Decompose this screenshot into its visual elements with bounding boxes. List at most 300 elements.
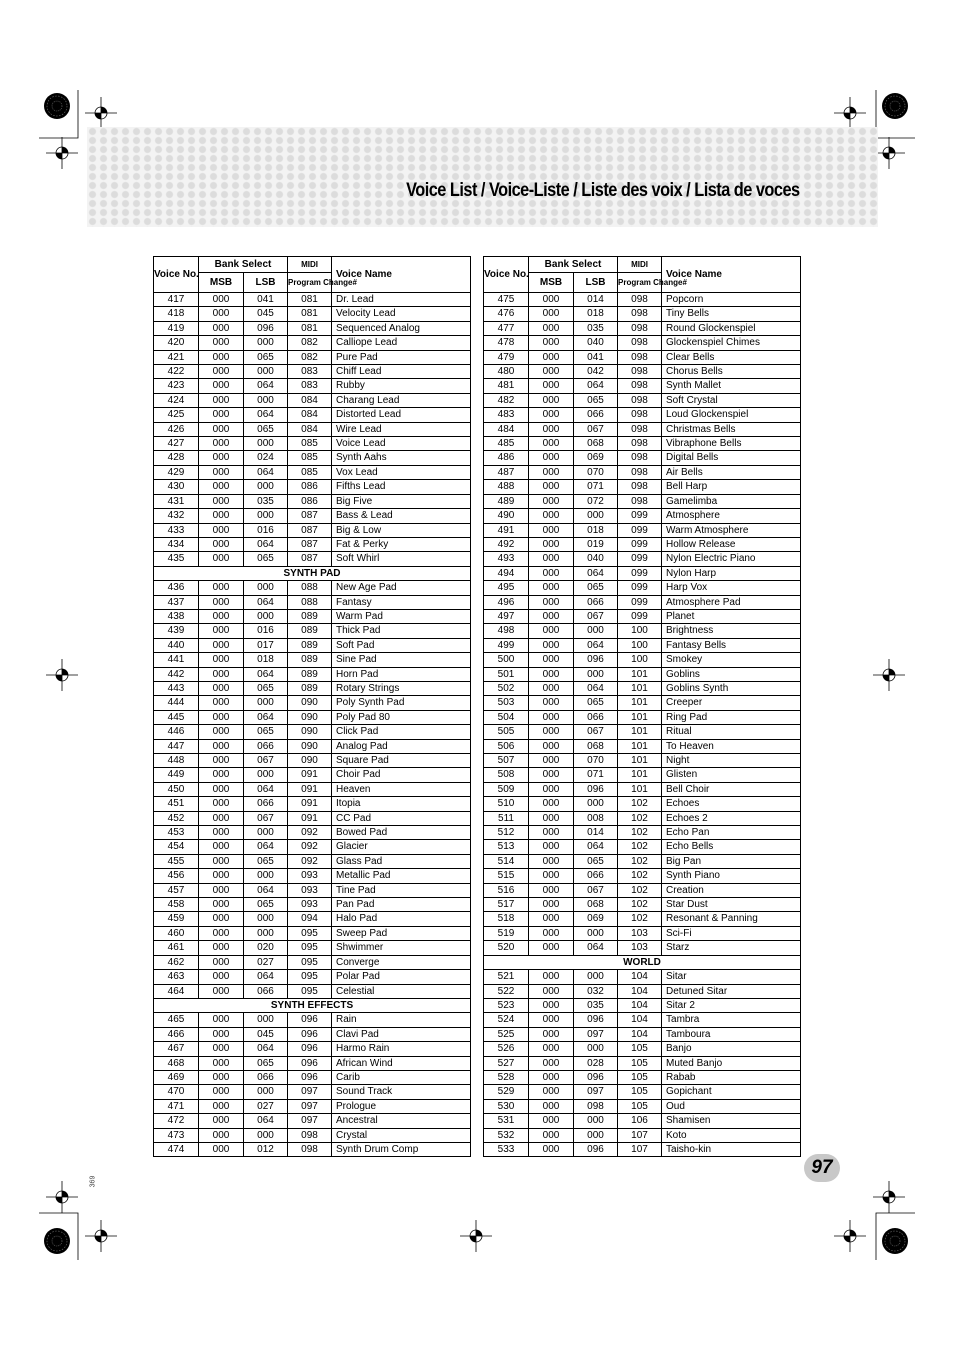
program-change-cell: 097	[288, 1099, 332, 1113]
msb-cell: 000	[199, 883, 244, 897]
voice-name-cell: Sitar	[662, 970, 801, 984]
voice-no-cell: 425	[154, 408, 199, 422]
lsb-cell: 067	[574, 883, 618, 897]
program-change-cell: 100	[618, 638, 662, 652]
table-row	[484, 509, 801, 523]
voice-name-cell: Nylon Electric Piano	[662, 552, 801, 566]
lsb-cell: 000	[244, 926, 288, 940]
lsb-cell: 097	[574, 1085, 618, 1099]
program-change-cell: 089	[288, 638, 332, 652]
lsb-cell: 000	[244, 869, 288, 883]
msb-cell: 000	[199, 509, 244, 523]
program-change-cell: 090	[288, 739, 332, 753]
voice-name-cell: Sci-Fi	[662, 926, 801, 940]
lsb-cell: 096	[574, 1070, 618, 1084]
voice-no-cell: 488	[484, 480, 529, 494]
program-change-cell: 101	[618, 754, 662, 768]
lsb-cell: 066	[574, 595, 618, 609]
voice-no-cell: 450	[154, 782, 199, 796]
voice-no-cell: 517	[484, 898, 529, 912]
program-change-cell: 099	[618, 566, 662, 580]
msb-cell: 000	[529, 782, 574, 796]
table-row	[484, 480, 801, 494]
voice-no-cell: 509	[484, 782, 529, 796]
lsb-cell: 072	[574, 494, 618, 508]
voice-no-cell: 485	[484, 437, 529, 451]
voice-name-cell: Soft Pad	[332, 638, 471, 652]
msb-cell: 000	[199, 696, 244, 710]
program-change-cell: 098	[618, 451, 662, 465]
voice-name-cell: Sound Track	[332, 1085, 471, 1099]
table-row	[484, 293, 801, 307]
lsb-cell: 064	[244, 840, 288, 854]
voice-list-table-right	[483, 256, 801, 1157]
table-row	[484, 609, 801, 623]
table-row	[484, 1128, 801, 1142]
table-row	[154, 797, 471, 811]
msb-cell: 000	[199, 1142, 244, 1156]
msb-cell: 000	[529, 509, 574, 523]
table-row	[154, 365, 471, 379]
voice-name-cell: Vibraphone Bells	[662, 437, 801, 451]
voice-name-cell: Tiny Bells	[662, 307, 801, 321]
msb-cell: 000	[199, 379, 244, 393]
table-row	[154, 984, 471, 998]
voice-name-cell: Square Pad	[332, 754, 471, 768]
voice-name-cell: Big Pan	[662, 854, 801, 868]
msb-cell: 000	[199, 350, 244, 364]
category-row	[484, 955, 801, 969]
msb-cell: 000	[199, 624, 244, 638]
voice-no-cell: 434	[154, 537, 199, 551]
voice-no-cell: 475	[484, 293, 529, 307]
lsb-cell: 000	[244, 912, 288, 926]
header-voice-name: Voice Name	[332, 257, 471, 293]
lsb-cell: 066	[244, 739, 288, 753]
msb-cell: 000	[529, 1042, 574, 1056]
msb-cell: 000	[529, 624, 574, 638]
program-change-cell: 091	[288, 811, 332, 825]
voice-no-cell: 433	[154, 523, 199, 537]
msb-cell: 000	[199, 307, 244, 321]
program-change-cell: 093	[288, 869, 332, 883]
voice-name-cell: Sequenced Analog	[332, 321, 471, 335]
lsb-cell: 065	[574, 696, 618, 710]
voice-no-cell: 487	[484, 465, 529, 479]
voice-name-cell: Heaven	[332, 782, 471, 796]
msb-cell: 000	[199, 480, 244, 494]
lsb-cell: 064	[574, 681, 618, 695]
table-row	[484, 667, 801, 681]
voice-list-table-left	[153, 256, 471, 1157]
msb-cell: 000	[529, 321, 574, 335]
msb-cell: 000	[199, 782, 244, 796]
program-change-cell: 098	[618, 422, 662, 436]
program-change-cell: 083	[288, 379, 332, 393]
msb-cell: 000	[529, 797, 574, 811]
voice-no-cell: 469	[154, 1070, 199, 1084]
lsb-cell: 065	[244, 350, 288, 364]
program-change-cell: 092	[288, 840, 332, 854]
voice-no-cell: 483	[484, 408, 529, 422]
voice-no-cell: 530	[484, 1099, 529, 1113]
msb-cell: 000	[199, 797, 244, 811]
voice-no-cell: 532	[484, 1128, 529, 1142]
voice-name-cell: Thick Pad	[332, 624, 471, 638]
table-row	[484, 797, 801, 811]
voice-name-cell: Clear Bells	[662, 350, 801, 364]
lsb-cell: 064	[244, 883, 288, 897]
voice-no-cell: 417	[154, 293, 199, 307]
program-change-cell: 101	[618, 696, 662, 710]
voice-no-cell: 444	[154, 696, 199, 710]
msb-cell: 000	[529, 883, 574, 897]
voice-no-cell: 507	[484, 754, 529, 768]
table-row	[154, 293, 471, 307]
page-number: 97	[804, 1154, 840, 1182]
lsb-cell: 066	[574, 710, 618, 724]
voice-no-cell: 479	[484, 350, 529, 364]
lsb-cell: 065	[244, 854, 288, 868]
table-row	[154, 595, 471, 609]
voice-no-cell: 462	[154, 955, 199, 969]
header-midi: MIDI	[288, 257, 332, 273]
lsb-cell: 069	[574, 451, 618, 465]
voice-name-cell: Halo Pad	[332, 912, 471, 926]
program-change-cell: 097	[288, 1114, 332, 1128]
lsb-cell: 065	[244, 725, 288, 739]
msb-cell: 000	[529, 451, 574, 465]
header-lsb: LSB	[244, 273, 288, 293]
program-change-cell: 101	[618, 681, 662, 695]
msb-cell: 000	[199, 408, 244, 422]
program-change-cell: 095	[288, 970, 332, 984]
msb-cell: 000	[199, 811, 244, 825]
program-change-cell: 096	[288, 1013, 332, 1027]
msb-cell: 000	[199, 1042, 244, 1056]
table-row	[484, 782, 801, 796]
program-change-cell: 089	[288, 681, 332, 695]
voice-no-cell: 436	[154, 581, 199, 595]
lsb-cell: 066	[244, 984, 288, 998]
program-change-cell: 104	[618, 970, 662, 984]
msb-cell: 000	[529, 336, 574, 350]
voice-name-cell: Vox Lead	[332, 465, 471, 479]
voice-name-cell: Star Dust	[662, 898, 801, 912]
lsb-cell: 064	[244, 595, 288, 609]
voice-no-cell: 528	[484, 1070, 529, 1084]
program-change-cell: 095	[288, 955, 332, 969]
table-row	[154, 494, 471, 508]
voice-no-cell: 480	[484, 365, 529, 379]
voice-no-cell: 533	[484, 1142, 529, 1156]
voice-no-cell: 421	[154, 350, 199, 364]
voice-no-cell: 448	[154, 754, 199, 768]
voice-name-cell: Bell Harp	[662, 480, 801, 494]
msb-cell: 000	[199, 451, 244, 465]
lsb-cell: 066	[244, 1070, 288, 1084]
voice-no-cell: 419	[154, 321, 199, 335]
header-msb: MSB	[529, 273, 574, 293]
program-change-cell: 085	[288, 451, 332, 465]
msb-cell: 000	[199, 1128, 244, 1142]
table-row	[484, 307, 801, 321]
msb-cell: 000	[199, 1013, 244, 1027]
table-row	[154, 1085, 471, 1099]
msb-cell: 000	[529, 998, 574, 1012]
table-row	[154, 393, 471, 407]
voice-name-cell: Sine Pad	[332, 653, 471, 667]
lsb-cell: 065	[244, 1056, 288, 1070]
table-row	[484, 393, 801, 407]
lsb-cell: 071	[574, 768, 618, 782]
table-row	[484, 681, 801, 695]
voice-no-cell: 489	[484, 494, 529, 508]
msb-cell: 000	[199, 1056, 244, 1070]
header-bank-select: Bank Select	[199, 257, 288, 273]
lsb-cell: 070	[574, 465, 618, 479]
program-change-cell: 098	[618, 408, 662, 422]
program-change-cell: 099	[618, 509, 662, 523]
program-change-cell: 096	[288, 1070, 332, 1084]
voice-name-cell: Pan Pad	[332, 898, 471, 912]
lsb-cell: 000	[574, 926, 618, 940]
lsb-cell: 000	[574, 624, 618, 638]
msb-cell: 000	[199, 393, 244, 407]
voice-no-cell: 497	[484, 609, 529, 623]
program-change-cell: 091	[288, 768, 332, 782]
voice-name-cell: Big Five	[332, 494, 471, 508]
voice-no-cell: 486	[484, 451, 529, 465]
table-row	[484, 422, 801, 436]
program-change-cell: 098	[618, 480, 662, 494]
voice-no-cell: 428	[154, 451, 199, 465]
lsb-cell: 064	[244, 970, 288, 984]
lsb-cell: 064	[574, 566, 618, 580]
voice-name-cell: Starz	[662, 941, 801, 955]
voice-name-cell: Gopichant	[662, 1085, 801, 1099]
voice-no-cell: 429	[154, 465, 199, 479]
program-change-cell: 091	[288, 797, 332, 811]
voice-name-cell: Rubby	[332, 379, 471, 393]
voice-no-cell: 503	[484, 696, 529, 710]
program-change-cell: 081	[288, 321, 332, 335]
header-msb: MSB	[199, 273, 244, 293]
lsb-cell: 065	[244, 681, 288, 695]
table-row	[154, 480, 471, 494]
program-change-cell: 090	[288, 754, 332, 768]
msb-cell: 000	[199, 494, 244, 508]
table-row	[154, 826, 471, 840]
program-change-cell: 104	[618, 1013, 662, 1027]
table-row	[484, 754, 801, 768]
lsb-cell: 035	[574, 998, 618, 1012]
table-row	[484, 710, 801, 724]
table-row	[484, 1056, 801, 1070]
program-change-cell: 098	[618, 350, 662, 364]
msb-cell: 000	[529, 1027, 574, 1041]
voice-name-cell: Velocity Lead	[332, 307, 471, 321]
msb-cell: 000	[529, 739, 574, 753]
voice-rows-left	[154, 293, 471, 1157]
voice-name-cell: Wire Lead	[332, 422, 471, 436]
program-change-cell: 102	[618, 869, 662, 883]
table-row	[484, 696, 801, 710]
voice-no-cell: 519	[484, 926, 529, 940]
lsb-cell: 070	[574, 754, 618, 768]
msb-cell: 000	[529, 480, 574, 494]
program-change-cell: 098	[618, 365, 662, 379]
table-row	[484, 465, 801, 479]
program-change-cell: 098	[618, 393, 662, 407]
table-row	[484, 595, 801, 609]
msb-cell: 000	[529, 422, 574, 436]
voice-name-cell: Synth Aahs	[332, 451, 471, 465]
header-program-change: Program Change#	[288, 273, 332, 293]
msb-cell: 000	[199, 898, 244, 912]
voice-name-cell: Digital Bells	[662, 451, 801, 465]
lsb-cell: 096	[574, 1013, 618, 1027]
lsb-cell: 012	[244, 1142, 288, 1156]
table-row	[484, 984, 801, 998]
lsb-cell: 018	[574, 307, 618, 321]
msb-cell: 000	[199, 465, 244, 479]
program-change-cell: 094	[288, 912, 332, 926]
voice-name-cell: Gamelimba	[662, 494, 801, 508]
table-row	[154, 523, 471, 537]
table-row	[154, 941, 471, 955]
table-row	[154, 581, 471, 595]
lsb-cell: 098	[574, 1099, 618, 1113]
voice-name-cell: Soft Whirl	[332, 552, 471, 566]
voice-no-cell: 531	[484, 1114, 529, 1128]
program-change-cell: 087	[288, 537, 332, 551]
lsb-cell: 000	[244, 509, 288, 523]
msb-cell: 000	[199, 523, 244, 537]
voice-name-cell: Tamboura	[662, 1027, 801, 1041]
msb-cell: 000	[529, 393, 574, 407]
table-row	[484, 1085, 801, 1099]
lsb-cell: 032	[574, 984, 618, 998]
program-change-cell: 084	[288, 422, 332, 436]
program-change-cell: 096	[288, 1042, 332, 1056]
voice-name-cell: Synth Drum Comp	[332, 1142, 471, 1156]
voice-no-cell: 473	[154, 1128, 199, 1142]
lsb-cell: 000	[244, 768, 288, 782]
program-change-cell: 086	[288, 494, 332, 508]
voice-name-cell: Rain	[332, 1013, 471, 1027]
table-row	[154, 754, 471, 768]
msb-cell: 000	[199, 941, 244, 955]
lsb-cell: 000	[574, 1042, 618, 1056]
voice-no-cell: 527	[484, 1056, 529, 1070]
voice-name-cell: Air Bells	[662, 465, 801, 479]
voice-no-cell: 496	[484, 595, 529, 609]
voice-no-cell: 437	[154, 595, 199, 609]
voice-name-cell: Metallic Pad	[332, 869, 471, 883]
voice-no-cell: 447	[154, 739, 199, 753]
table-row	[154, 653, 471, 667]
voice-no-cell: 423	[154, 379, 199, 393]
program-change-cell: 087	[288, 523, 332, 537]
msb-cell: 000	[529, 970, 574, 984]
program-change-cell: 099	[618, 552, 662, 566]
table-row	[484, 883, 801, 897]
voice-name-cell: Loud Glockenspiel	[662, 408, 801, 422]
lsb-cell: 067	[244, 811, 288, 825]
lsb-cell: 064	[574, 379, 618, 393]
header-lsb: LSB	[574, 273, 618, 293]
voice-name-cell: Nylon Harp	[662, 566, 801, 580]
voice-name-cell: Click Pad	[332, 725, 471, 739]
table-row	[154, 1027, 471, 1041]
lsb-cell: 000	[244, 826, 288, 840]
msb-cell: 000	[529, 365, 574, 379]
program-change-cell: 095	[288, 941, 332, 955]
msb-cell: 000	[199, 754, 244, 768]
program-change-cell: 098	[288, 1142, 332, 1156]
lsb-cell: 041	[244, 293, 288, 307]
voice-no-cell: 455	[154, 854, 199, 868]
program-change-cell: 098	[618, 336, 662, 350]
lsb-cell: 065	[574, 393, 618, 407]
lsb-cell: 068	[574, 437, 618, 451]
lsb-cell: 024	[244, 451, 288, 465]
voice-no-cell: 420	[154, 336, 199, 350]
header-midi: MIDI	[618, 257, 662, 273]
msb-cell: 000	[199, 926, 244, 940]
table-row	[154, 1070, 471, 1084]
voice-no-cell: 495	[484, 581, 529, 595]
header-voice-no: Voice No.	[154, 257, 199, 293]
table-row	[154, 739, 471, 753]
program-change-cell: 093	[288, 883, 332, 897]
msb-cell: 000	[529, 350, 574, 364]
table-row	[154, 1056, 471, 1070]
table-row	[484, 408, 801, 422]
voice-no-cell: 464	[154, 984, 199, 998]
voice-name-cell: Planet	[662, 609, 801, 623]
category-row	[154, 566, 471, 580]
program-change-cell: 086	[288, 480, 332, 494]
msb-cell: 000	[529, 408, 574, 422]
msb-cell: 000	[199, 681, 244, 695]
msb-cell: 000	[529, 307, 574, 321]
voice-name-cell: Resonant & Panning	[662, 912, 801, 926]
program-change-cell: 088	[288, 581, 332, 595]
table-row	[484, 379, 801, 393]
voice-name-cell: Muted Banjo	[662, 1056, 801, 1070]
voice-name-cell: Celestial	[332, 984, 471, 998]
voice-no-cell: 467	[154, 1042, 199, 1056]
voice-name-cell: Fifths Lead	[332, 480, 471, 494]
program-change-cell: 099	[618, 581, 662, 595]
program-change-cell: 100	[618, 624, 662, 638]
program-change-cell: 107	[618, 1128, 662, 1142]
program-change-cell: 102	[618, 912, 662, 926]
voice-name-cell: Fat & Perky	[332, 537, 471, 551]
voice-name-cell: Choir Pad	[332, 768, 471, 782]
voice-no-cell: 422	[154, 365, 199, 379]
table-row	[154, 681, 471, 695]
lsb-cell: 064	[244, 782, 288, 796]
program-change-cell: 098	[618, 494, 662, 508]
voice-no-cell: 499	[484, 638, 529, 652]
voice-no-cell: 472	[154, 1114, 199, 1128]
lsb-cell: 016	[244, 523, 288, 537]
program-change-cell: 087	[288, 509, 332, 523]
voice-no-cell: 521	[484, 970, 529, 984]
